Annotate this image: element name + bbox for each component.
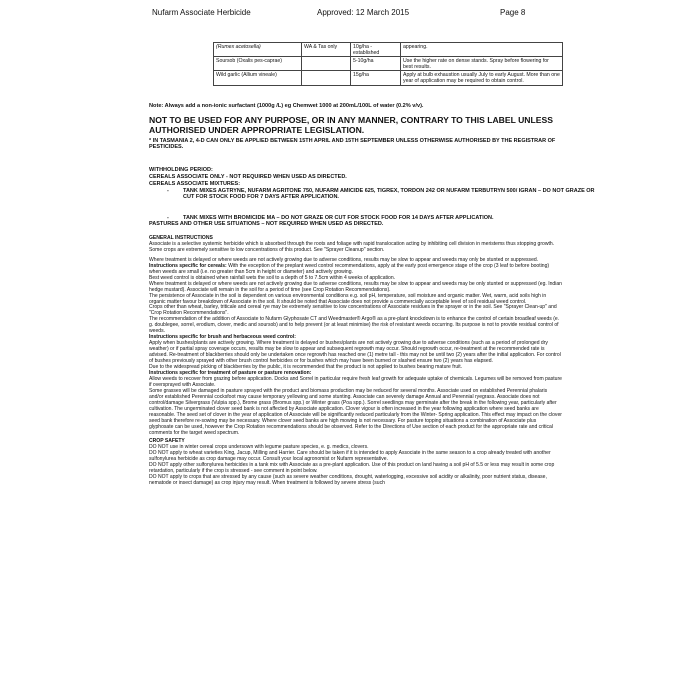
paragraph: Due to the widespread picking of blackberries by the public, it is recommended that the product is not applied to bushes bearing mature fruit. (149, 364, 463, 371)
table-row (214, 71, 563, 85)
section-heading: GENERAL INSTRUCTIONS (149, 235, 213, 241)
paragraph: Where treatment is delayed or where weeds are not actively growing due to adverse conditions, results may be slow to appear and weeds may be only stunted or suppressed (eg. Indian hedge mustard). Associate will remain in the soil for a period of time (see Crop Rotation Recommendations). (149, 280, 562, 293)
paragraph-text: With the exception of the preplant weed control recommendations, apply at the early post emergence stage of the crop (3 leaf to before booting) when weeds are small (i.e. no greater than 5cm in height or diameter) and actively growing. (149, 262, 550, 275)
weed-cell: Wild garlic (Allium vineale) (214, 71, 302, 85)
paragraph: Best weed control is obtained when rainfall wets the soil to a depth of 5 to 7.5cm within 4 weeks of application. (149, 274, 396, 281)
surfactant-note: Note: Always add a non-ionic surfactant (1000g /L) eg Chemwet 1000 at 200mL/100L of water (0.2% v/v). (149, 103, 424, 109)
state-cell (302, 57, 351, 71)
weed-cell: (Rumex acetosella) (214, 43, 302, 57)
general-instructions (149, 236, 562, 487)
legal-warning: NOT TO BE USED FOR ANY PURPOSE, OR IN ANY MANNER, CONTRARY TO THIS LABEL UNLESS AUTHORISED UNDER APPROPRIATE LEGISLATION. (149, 115, 553, 135)
section-heading: CROP SAFETY (149, 438, 185, 445)
withholding-mixtures-title: CEREALS ASSOCIATE MIXTURES: (149, 181, 241, 187)
paragraph: DO NOT apply to crops that are stressed by any cause (such as severe weather conditions, drought, waterlogging, excessive soil acidity or alkalinity, poor nutrient status, disease, nematode or insect damage) as crop injury may result. When treatment is followed by severe stress (such (149, 474, 547, 487)
comment-cell: Apply at bulb exhaustion usually July to early August. More than one year of application may be required to obtain control. (401, 71, 563, 85)
paragraph: DO NOT apply to wheat varieties King, Jacup, Milling and Harrier. Care should be taken if it is intended to apply Associate in the same season to a crop already treated with another sulfonylurea herbicide as crop damage may occur. Consult your local agronomist or Nufarm representative. (149, 450, 551, 463)
bullet-dash: - (167, 215, 169, 222)
withholding-cereals: CEREALS ASSOCIATE ONLY - NOT REQUIRED WHEN USED AS DIRECTED. (149, 174, 347, 180)
header-product-name: Nufarm Associate Herbicide (152, 8, 251, 17)
withholding-bullet-text: TANK MIXES AGTRYNE, NUFARM AGRITONE 750, NUFARM AMICIDE 625, TIGREX, TORDON 242 OR NUFARM TERBUTRYN 500/ IGRAN – DO NOT GRAZE OR CUT FOR STOCK FOOD FOR 7 DAYS AFTER APPLICATION. (183, 188, 595, 201)
bullet-dash: - (167, 188, 169, 194)
paragraph: Some crops are extremely sensitive to low concentrations of this product. See "Sprayer Cleanup" section. (149, 246, 385, 253)
comment-cell: appearing. (401, 43, 563, 57)
paragraph: Allow weeds to recover from grazing before application. Docks and Sorrel in particular require fresh leaf growth for adequate uptake of chemicals. Legumes will be removed from pasture if oversprayed with Associate. (149, 375, 562, 388)
paragraph: Some grasses will be damaged in pasture sprayed with the product and biomass production may be reduced for several months. Associate used on established Perennial phalaris and/or established Perennial cocksfoot may cause temporary yellowing and some stunting. Associate can severely damage Annual and Perennial ryegrass. Associate does not control/damage Silvergrass (Vulpia spp.), Brome grass (Bromus spp.) or Winter grass (Poa spp.). Sorrel seedlings may germinate after the break in the following year, particularly after cultivation. The ungerminated clover seed bank is not affected by Associate application. Clover vigour is often increased in the year following application where seed banks are reasonable. The seed set of clover in the year of application of Associate will be significantly reduced particularly from the Winter- Spring application. This effect may impact on the clover seed bank therefore re-sowing may be necessary. Where clover seed banks are high mowing is not necessary. For pasture topping situations a combination of Associate plus glyphosate can be used, however the Crop Rotation recommendations should be observed. Refer to the Directions of Use section of each product for the appropriate rate and critical comments for the target weed spectrum. (149, 387, 562, 436)
table-row (214, 43, 563, 57)
withholding-pastures: PASTURES AND OTHER USE SITUATIONS – NOT REQUIRED WHEN USED AS DIRECTED. (149, 221, 384, 227)
header-page-number: Page 8 (500, 8, 526, 17)
state-cell: WA & Tas only (302, 43, 351, 57)
weed-cell: Soursob (Oxalis pes-caprae) (214, 57, 302, 71)
paragraph: The recommendation of the addition of Associate to Nufarm Glyphosate CT and Weedmaster® Argo® as a pre-plant knockdown is to enhance the control of certain broadleaf weeds (e. g. doublegee, sorrel, erodium, clover, medic and soursob) and to help prevent (or at least minimise) the risk of resistant weeds occurring. Its purpose is not to provide residual control of weeds. (149, 316, 560, 335)
comment-cell: Use the higher rate on dense stands. Spray before flowering for best results. (401, 57, 563, 71)
inline-heading: Instructions specific for cereals: (149, 262, 227, 269)
withholding-bullet-text: TANK MIXES WITH BROMICIDE MA – DO NOT GRAZE OR CUT FOR STOCK FOOD FOR 14 DAYS AFTER APPLICATION. (183, 215, 494, 222)
paragraph: Associate is a selective systemic herbicide which is absorbed through the roots and foliage with rapid translocation acting by inhibiting cell division in meristems thus stopping growth. (149, 240, 555, 247)
paragraph: Apply when bushes/plants are actively growing. Where treatment is delayed or bushes/plants are not actively growing due to adverse conditions (such as a period of prolonged dry weather) or if partial spray coverage occurs, results may be slow to appear and subsequent regrowth may occur. Should regrowth occur, re-treatment at the recommended rate is advised. Re-treatment of blackberries should only be undertaken once regrowth has reached one (1) metre tall - this may not be until two (2) years after the initial application. For control of bushes previously sprayed with other brush control herbicides or for bushes which may have been burned or slashed ensure two (2) years has elapsed. (149, 340, 561, 365)
weed-rate-table (213, 42, 563, 86)
paragraph: Crops other than wheat, barley, triticale and cereal rye may be extremely sensitive to low concentrations of Associate residues in the sprayer or in the soil. See "Sprayer Clean-up" and "Crop Rotation Recommendations". (149, 304, 557, 317)
tasmania-restriction: * IN TASMANIA 2, 4-D CAN ONLY BE APPLIED BETWEEN 15TH APRIL AND 15TH SEPTEMBER UNLESS OTHERWISE AUTHORISED BY THE REGISTRAR OF PESTICIDES. (149, 138, 556, 151)
rate-cell: 15g/ha (351, 71, 401, 85)
withholding-period-title: WITHHOLDING PERIOD: (149, 167, 213, 173)
section-heading: Instructions specific for brush and herbaceous weed control: (149, 334, 296, 341)
rate-cell: 10g/ha - established (351, 43, 401, 57)
paragraph: DO NOT apply other sulfonylurea herbicides in a tank mix with Associate as a pre-plant application. Use of this product on land having a soil pH of 5.5 or less may result in some crop retardation, particularly if the crop is stressed - see comment in point below. (149, 462, 555, 475)
table-row (214, 57, 563, 71)
paragraph: Where treatment is delayed or where weeds are not actively growing due to adverse conditions, results may be slow to appear and weeds may only be stunted or suppressed. (149, 256, 539, 263)
paragraph: DO NOT use in winter cereal crops undersown with legume pasture species, e. g. medics, clovers. (149, 444, 369, 451)
withholding-bullet (149, 188, 595, 200)
state-cell (302, 71, 351, 85)
section-heading: Instructions specific for treatment of pasture or pasture renovation: (149, 369, 312, 376)
header-approval-date: Approved: 12 March 2015 (317, 8, 410, 17)
rate-cell: 5-10g/ha (351, 57, 401, 71)
paragraph: The persistence of Associate in the soil is dependent on various environmental conditions e.g. soil pH, temperature, soil moisture and organic matter. Wet, warm, acid soils high in organic matter favour breakdown of Associate in the soil. It should be noted that Associate does not provide a commercially acceptable level of soil residual weed control. (149, 292, 547, 305)
paragraph (149, 264, 562, 276)
